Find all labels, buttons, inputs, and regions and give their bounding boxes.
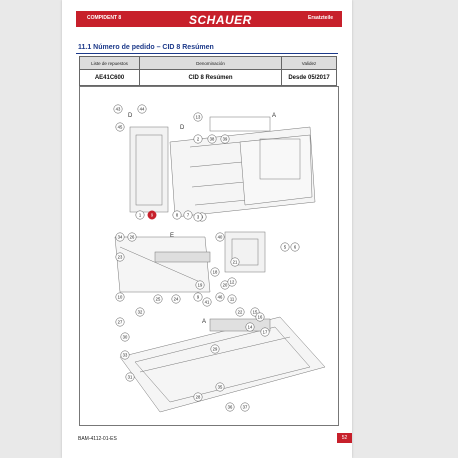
callout-label: 13 — [195, 114, 201, 120]
callout-40 — [216, 233, 224, 241]
callout-label: 20 — [222, 282, 228, 288]
callout-13 — [194, 113, 202, 121]
callout-45 — [116, 123, 124, 131]
callout-38 — [208, 135, 216, 143]
header-section: Ersatzteile — [308, 15, 334, 21]
callout-label: 27 — [117, 319, 123, 325]
callout-label: 25 — [155, 296, 161, 302]
callout-label: 21 — [232, 259, 238, 265]
callout-5 — [281, 243, 289, 251]
group-letter-a2: A — [202, 319, 207, 325]
callout-18 — [211, 268, 219, 276]
document-page — [62, 0, 352, 458]
callout-label: 22 — [237, 309, 243, 315]
callout-label: 37 — [242, 404, 248, 410]
group-letter-a1: A — [272, 113, 277, 119]
cell-denomination: CID 8 Resúmen — [140, 70, 282, 86]
parts-table — [79, 56, 337, 86]
callout-label: 9 — [150, 212, 154, 218]
callout-label: 45 — [117, 124, 123, 130]
page-header — [76, 11, 342, 27]
col-header-denomination: Denominación — [140, 57, 282, 70]
exploded-drawing — [79, 86, 339, 426]
callout-label: 7 — [186, 212, 190, 218]
callout-label: 41 — [204, 299, 210, 305]
callout-2 — [194, 135, 202, 143]
cell-part-number: AE41C600 — [80, 70, 140, 86]
callout-8 — [173, 211, 181, 219]
footer-page-number: 52 — [337, 433, 352, 443]
callout-label: 38 — [209, 136, 215, 142]
callout-17 — [261, 328, 269, 336]
callout-label: 17 — [262, 329, 268, 335]
callout-label: 30 — [122, 334, 128, 340]
callout-label: 33 — [122, 352, 128, 358]
header-product: COMPIDENT 8 — [87, 15, 122, 21]
callout-label: 44 — [139, 106, 145, 112]
callout-11 — [228, 295, 236, 303]
callout-33 — [121, 351, 129, 359]
callout-label: 14 — [247, 324, 253, 330]
callout-label: 8 — [175, 212, 179, 218]
callout-10 — [116, 293, 124, 301]
callout-label: 32 — [137, 309, 143, 315]
callout-label: 43 — [115, 106, 121, 112]
callout-label: 9 — [196, 294, 200, 300]
exploded-diagram-svg — [80, 87, 338, 425]
assembly-bottom — [117, 314, 325, 412]
callout-label: 35 — [217, 384, 223, 390]
callout-46 — [216, 293, 224, 301]
callout-label: 10 — [117, 294, 123, 300]
callout-32 — [136, 308, 144, 316]
callout-31 — [126, 373, 134, 381]
callout-label: 18 — [212, 269, 218, 275]
callout-3 — [194, 213, 202, 221]
callout-21 — [231, 258, 239, 266]
callout-label: 28 — [195, 394, 201, 400]
callout-9 — [194, 293, 202, 301]
callout-27 — [116, 318, 124, 326]
callout-43 — [114, 105, 122, 113]
callout-41 — [203, 298, 211, 306]
callout-label: 3 — [196, 214, 200, 220]
callout-34 — [116, 233, 124, 241]
callout-label: 29 — [212, 346, 218, 352]
callout-1 — [136, 211, 144, 219]
callout-24 — [172, 295, 180, 303]
callout-22 — [236, 308, 244, 316]
callout-44 — [138, 105, 146, 113]
callout-label: 5 — [283, 244, 287, 250]
callout-25 — [154, 295, 162, 303]
section-title: 11.1 Número de pedido – CID 8 Resúmen — [78, 44, 214, 51]
callout-label: 24 — [173, 296, 179, 302]
callout-16 — [256, 313, 264, 321]
callout-6 — [291, 243, 299, 251]
callout-35 — [216, 383, 224, 391]
callout-9 — [148, 211, 156, 219]
callout-26 — [128, 233, 136, 241]
callout-label: 31 — [127, 374, 133, 380]
callout-12 — [228, 278, 236, 286]
callout-label: 26 — [129, 234, 135, 240]
col-header-parts-list: Liste de repuestos — [80, 57, 140, 70]
callout-label: 36 — [227, 404, 233, 410]
callout-label: 6 — [293, 244, 297, 250]
callout-7 — [184, 211, 192, 219]
table-row — [80, 70, 337, 86]
callout-30 — [121, 333, 129, 341]
callout-36 — [226, 403, 234, 411]
callout-label: 1 — [138, 212, 142, 218]
col-header-validity: Validez — [282, 57, 337, 70]
callout-label: 46 — [217, 294, 223, 300]
section-rule — [76, 53, 338, 54]
callout-label: 11 — [229, 296, 235, 302]
callout-label: 23 — [117, 254, 123, 260]
callout-29 — [211, 345, 219, 353]
footer-doc-id: BAM-4112-01-ES — [78, 436, 117, 442]
callout-label: 34 — [117, 234, 123, 240]
callout-23 — [116, 253, 124, 261]
callout-37 — [241, 403, 249, 411]
callout-label: 2 — [196, 136, 200, 142]
callout-14 — [246, 323, 254, 331]
callout-label: 40 — [217, 234, 223, 240]
brand-logo: SCHAUER — [189, 13, 252, 27]
table-header-row — [80, 57, 337, 70]
callout-label: 39 — [222, 136, 228, 142]
group-letter-d1: D — [128, 113, 133, 119]
callout-39 — [221, 135, 229, 143]
callout-label: 19 — [197, 282, 203, 288]
group-letter-e: E — [170, 233, 175, 239]
callout-label: 16 — [257, 314, 263, 320]
callout-label: 15 — [252, 309, 258, 315]
group-letter-d2: D — [180, 125, 185, 131]
callout-28 — [194, 393, 202, 401]
callout-19 — [196, 281, 204, 289]
cell-validity: Desde 05/2017 — [282, 70, 337, 86]
callout-label: 12 — [229, 279, 235, 285]
